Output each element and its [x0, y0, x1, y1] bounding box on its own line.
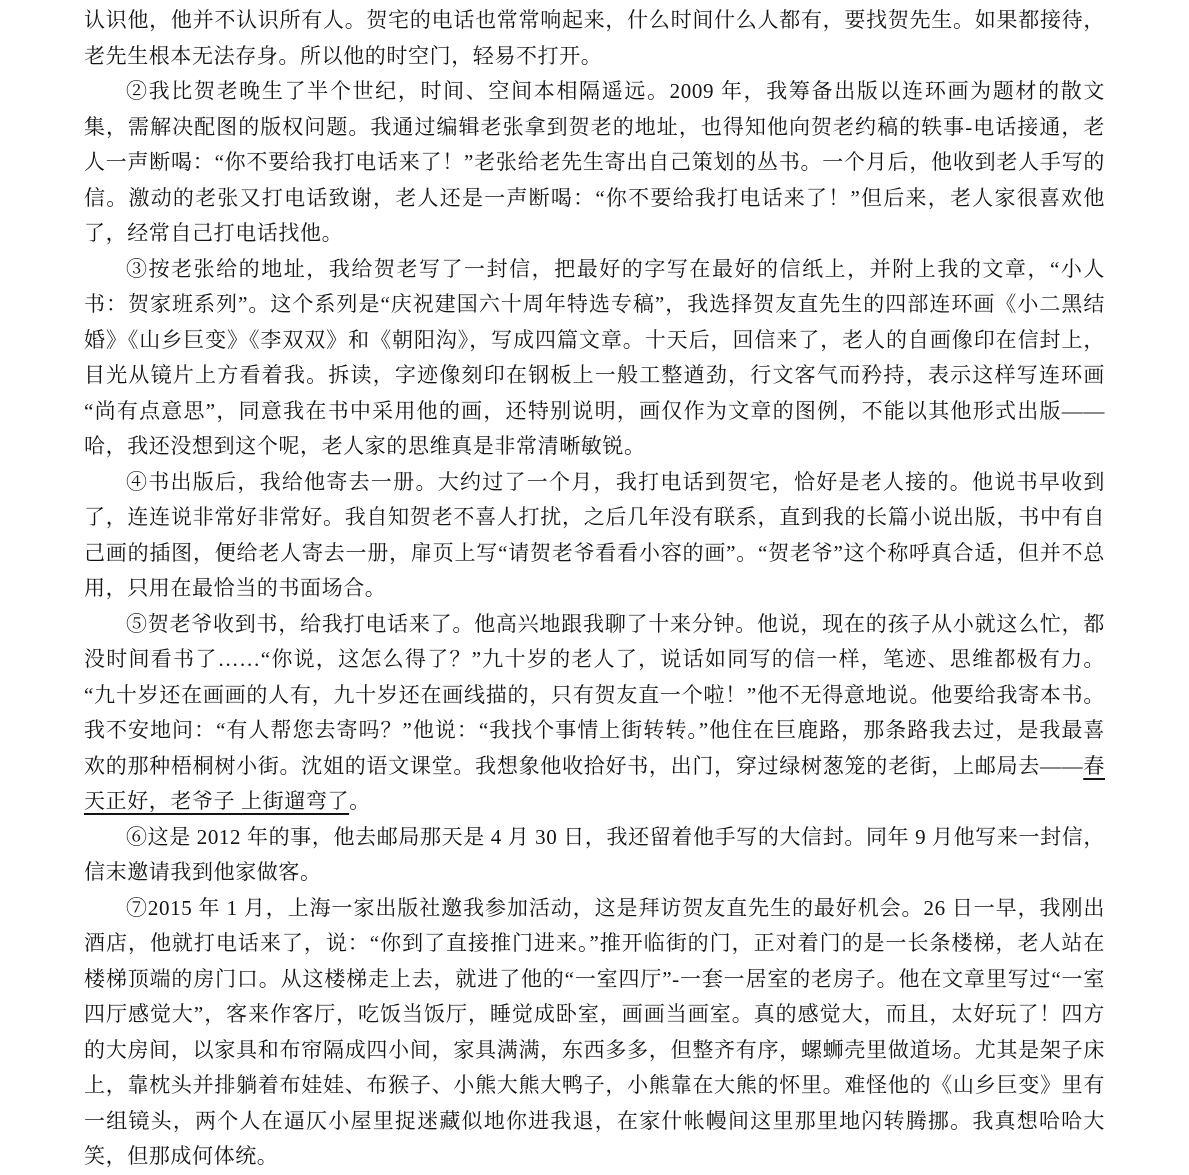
text-segment: ③按老张给的地址，我给贺老写了一封信，把最好的字写在最好的信纸上，并附上我的文章，“小人书：贺家班系列”。这个系列是“庆祝建国六十周年特选专稿”，我选择贺友直先生的四部连环画《小二黑结婚》《山乡巨变》《李双双》和《朝阳沟》，写成四篇文章。十天后，回信来了，老人的自画像印在信封上，目光从镜片上方看着我。拆读，字迹像刻印在钢板上一般工整遒劲，行文客气而矜持，表示这样写连环画“尚有点意思”，同意我在书中采用他的画，还特别说明，画仅作为文章的图例，不能以其他形式出版——哈，我还没想到这个呢，老人家的思维真是非常清晰敏锐。	[84, 256, 1105, 458]
paragraph-2	[84, 74, 1105, 252]
paragraph-1	[84, 3, 1105, 74]
paragraph-5	[84, 607, 1105, 820]
paragraph-6	[84, 820, 1105, 891]
text-segment: ⑦2015 年 1 月，上海一家出版社邀我参加活动，这是拜访贺友直先生的最好机会。26 日一早，我刚出酒店，他就打电话来了，说：“你到了直接推门进来。”推开临街的门，正对着门的是一长条楼梯，老人站在楼梯顶端的房门口。从这楼梯走上去，就进了他的“一室四厅”-一套一居室的老房子。他在文章里写过“一室四厅感觉大”，客来作客厅，吃饭当饭厅，睡觉成卧室，画画当画室。真的感觉大，而且，太好玩了！四方的大房间，以家具和布帘隔成四小间，家具满满，东西多多，但整齐有序，螺蛳壳里做道场。尤其是架子床上，靠枕头并排躺着布娃娃、布猴子、小熊大熊大鸭子，小熊靠在大熊的怀里。难怪他的《山乡巨变》里有一组镜头，两个人在逼仄小屋里捉迷藏似地你进我退，在家什帐幔间这里那里地闪转腾挪。我真想哈哈大笑，但那成何体统。	[84, 895, 1105, 1168]
text-segment: 认识他，他并不认识所有人。贺宅的电话也常常响起来，什么时间什么人都有，要找贺先生。如果都接待，老先生根本无法存身。所以他的时空门，轻易不打开。	[84, 8, 1105, 68]
text-segment: ⑥这是 2012 年的事，他去邮局那天是 4 月 30 日，我还留着他手写的大信封。同年 9 月他写来一封信，信末邀请我到他家做客。	[84, 824, 1105, 884]
text-segment: ④书出版后，我给他寄去一册。大约过了一个月，我打电话到贺宅，恰好是老人接的。他说书早收到了，连连说非常好非常好。我自知贺老不喜人打扰，之后几年没有联系，直到我的长篇小说出版，书中有自己画的插图，便给老人寄去一册，扉页上写“请贺老爷看看小容的画”。“贺老爷”这个称呼真合适，但并不总用，只用在最恰当的书面场合。	[84, 469, 1105, 600]
text-segment: ②我比贺老晚生了半个世纪，时间、空间本相隔遥远。2009 年，我筹备出版以连环画为题材的散文集，需解决配图的版权问题。我通过编辑老张拿到贺老的地址，也得知他向贺老约稿的轶事-电话接通，老人一声断喝：“你不要给我打电话来了！”老张给老先生寄出自己策划的丛书。一个月后，他收到老人手写的信。激动的老张又打电话致谢，老人还是一声断喝：“你不要给我打电话来了！”但后来，老人家很喜欢他了，经常自己打电话找他。	[84, 79, 1105, 245]
document-body	[84, 3, 1105, 1175]
paragraph-4	[84, 465, 1105, 607]
text-segment: ⑤贺老爷收到书，给我打电话来了。他高兴地跟我聊了十来分钟。他说，现在的孩子从小就这么忙，都没时间看书了……“你说，这怎么得了？”九十岁的老人了，说话如同写的信一样，笔迹、思维都极有力。“九十岁还在画画的人有，九十岁还在画线描的，只有贺友直一个啦！”他不无得意地说。他要给我寄本书。我不安地问：“有人帮您去寄吗？”他说：“我找个事情上街转转。”他住在巨鹿路，那条路我去过，是我最喜欢的那种梧桐树小街。沈姐的语文课堂。我想象他收拾好书，出门，穿过绿树葱笼的老街，上邮局去——	[84, 611, 1105, 778]
paragraph-7	[84, 891, 1105, 1175]
underlined-phrase: 春天正好，老爷子 上街遛弯了	[84, 753, 1105, 813]
paragraph-3	[84, 252, 1105, 465]
text-segment: 。	[349, 789, 371, 813]
